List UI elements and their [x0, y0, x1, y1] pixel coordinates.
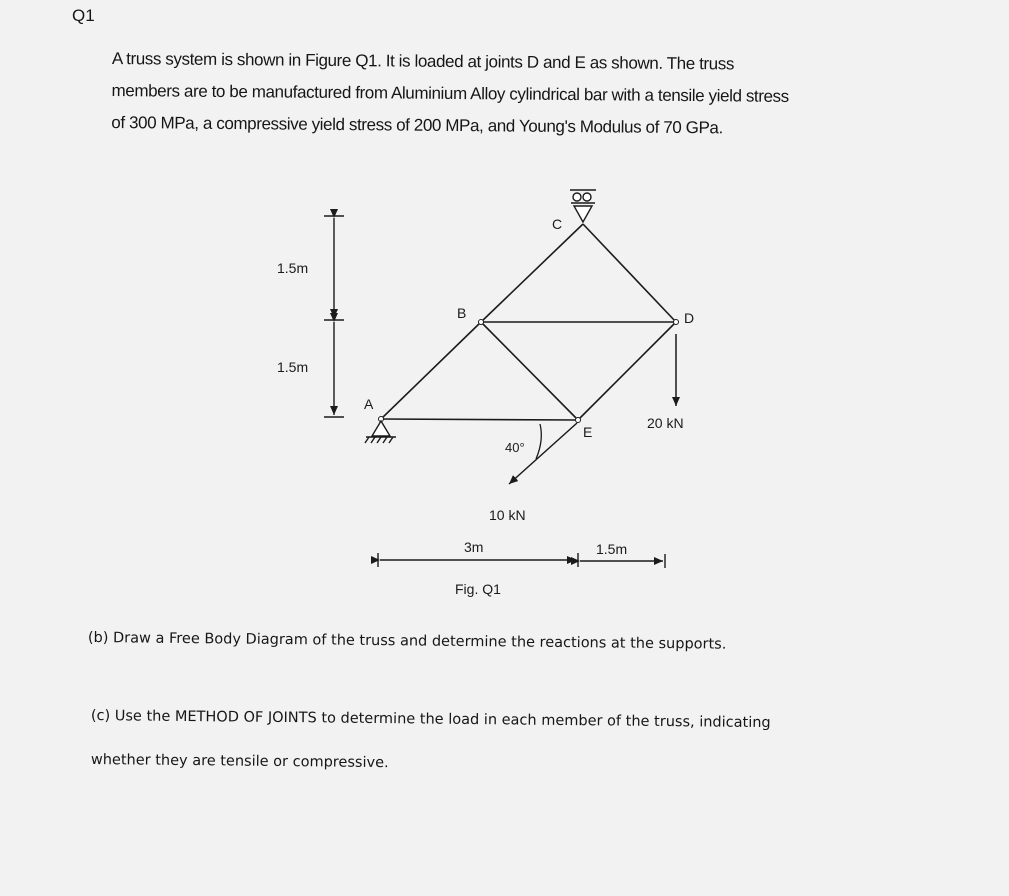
joint-label-a: A	[364, 396, 374, 412]
intro-line-2: members are to be manufactured from Aluminium Alloy cylindrical bar with a tensile yield stress	[111, 80, 789, 106]
load-label-e: 10 kN	[489, 507, 526, 523]
dim-label-lower: 1.5m	[277, 359, 309, 375]
part-c-text-line-2: whether they are tensile or compressive.	[90, 752, 389, 772]
figure-caption: Fig. Q1	[455, 581, 501, 597]
joint-label-b: B	[457, 305, 467, 321]
question-label: Q1	[72, 6, 95, 25]
dim-label-span-ed: 1.5m	[596, 541, 628, 557]
part-b-text: (b) Draw a Free Body Diagram of the truss and determine the reactions at the supports.	[87, 630, 727, 653]
member-bc	[481, 224, 583, 322]
joint-label-c: C	[552, 216, 563, 232]
part-c-text-line-1: (c) Use the METHOD OF JOINTS to determine the load in each member of the truss, indicating	[90, 708, 771, 732]
joint-e-pin	[576, 418, 581, 423]
dim-label-span-ae: 3m	[464, 539, 484, 555]
angle-arc-e	[536, 424, 541, 459]
intro-line-3: of 300 MPa, a compressive yield stress of 200 MPa, and Young's Modulus of 70 GPa.	[111, 112, 723, 138]
intro-line-1: A truss system is shown in Figure Q1. It is loaded at joints D and E as shown. The truss	[111, 48, 735, 74]
member-ab	[381, 322, 481, 419]
joint-label-e: E	[583, 424, 593, 440]
dim-label-upper: 1.5m	[277, 260, 309, 276]
roller-support-c	[570, 190, 596, 222]
angle-label-e: 40°	[505, 440, 525, 455]
pin-support-a	[365, 421, 396, 443]
joint-b-pin	[479, 320, 484, 325]
member-ae	[381, 419, 578, 420]
member-be	[481, 322, 578, 420]
joint-d-pin	[674, 320, 679, 325]
load-label-d: 20 kN	[647, 415, 684, 431]
joint-label-d: D	[684, 310, 695, 326]
member-cd	[583, 224, 676, 322]
member-de	[578, 322, 676, 420]
vertical-dimension	[324, 216, 344, 417]
